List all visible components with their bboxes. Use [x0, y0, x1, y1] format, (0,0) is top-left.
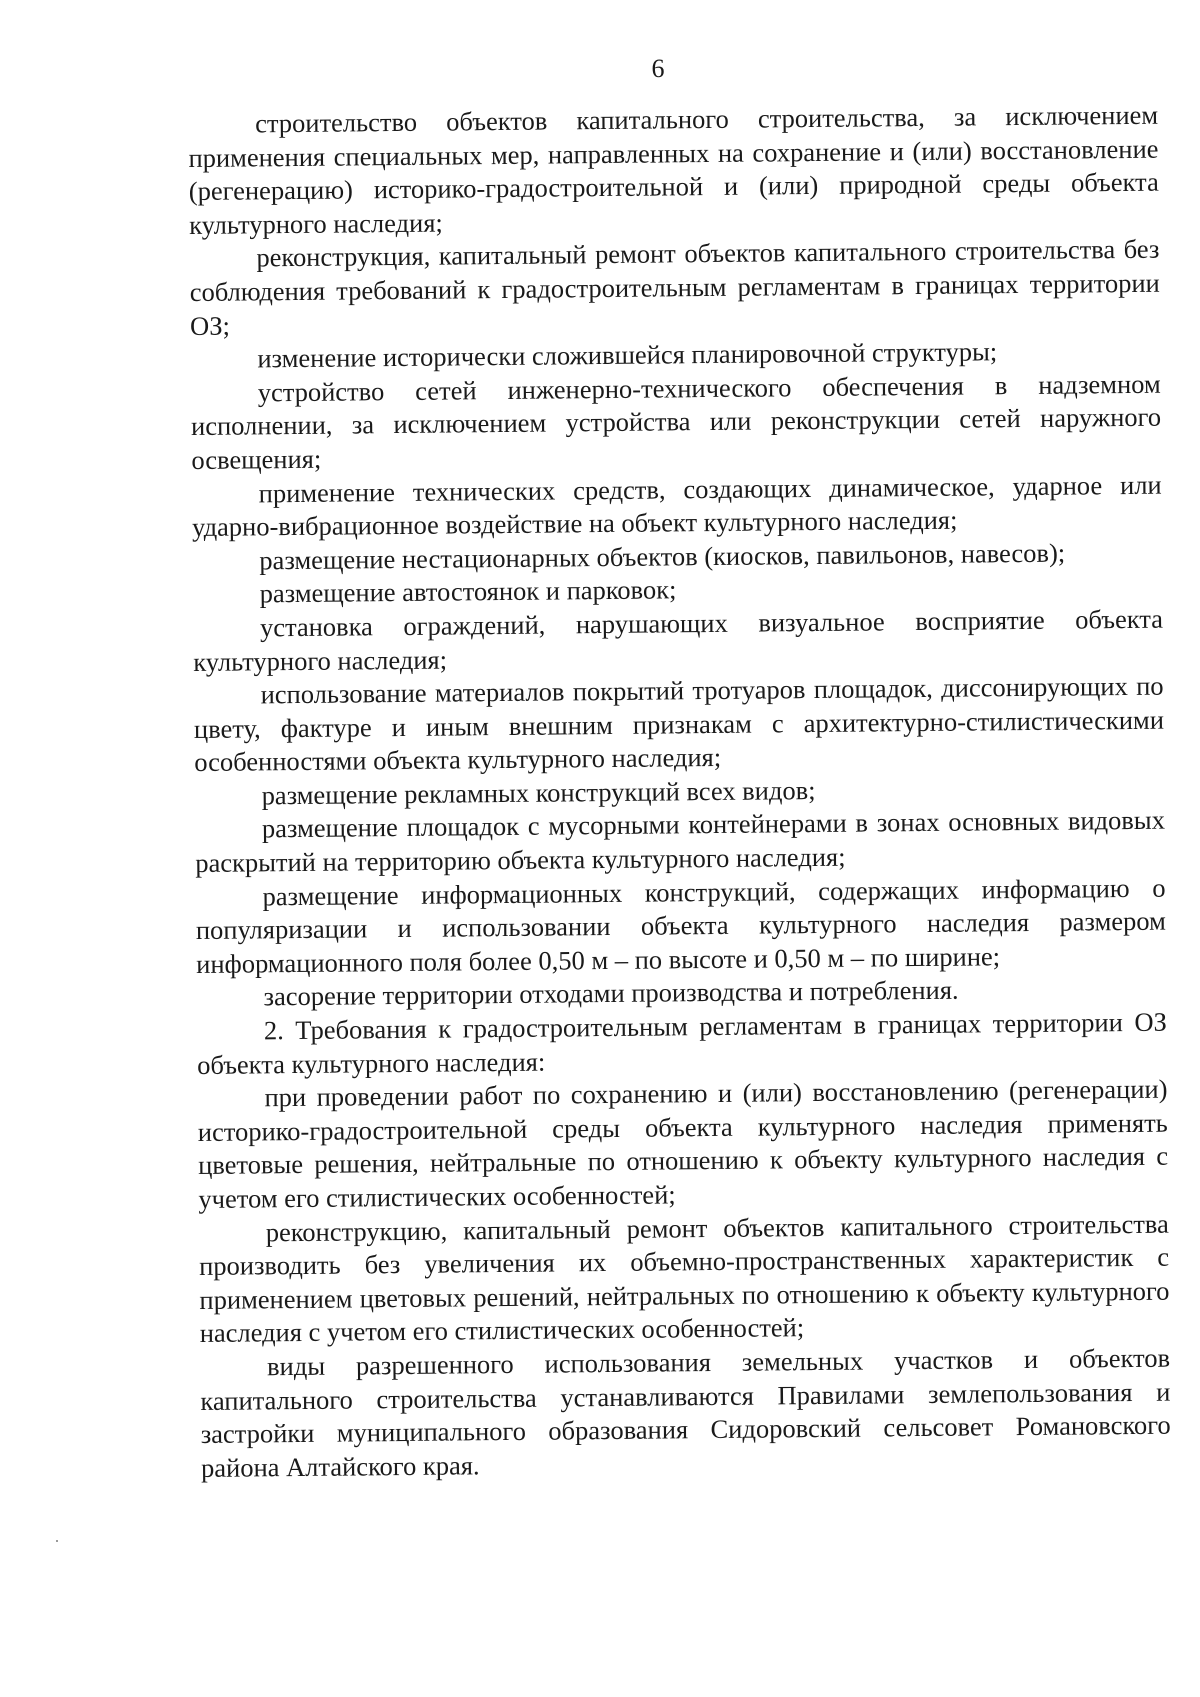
section-heading-paragraph: 2. Требования к градостроительным регламентам в границах территории ОЗ объекта культурного наследия:	[197, 1006, 1167, 1080]
scan-speck	[56, 1540, 58, 1542]
paragraph: установка ограждений, нарушающих визуальное восприятие объекта культурного наследия;	[193, 603, 1164, 677]
paragraph: строительство объектов капитального строительства, за исключением применения специальных мер, направленных на сохранение и (или) восстановление (регенерацию) историко-градостроительной и (или) природной среды объекта культурного наследия;	[188, 99, 1159, 240]
paragraph: использование материалов покрытий тротуаров площадок, диссонирующих по цвету, фактуре и иным внешним признакам с архитектурно-стилистическими особенностями объекта культурного наследия;	[193, 670, 1165, 778]
paragraph: применение технических средств, создающих динамическое, ударное или ударно-вибрационное воздействие на объект культурного наследия;	[191, 469, 1162, 543]
paragraph: размещение площадок с мусорными контейнерами в зонах основных видовых раскрытий на территорию объекта культурного наследия;	[195, 805, 1166, 879]
paragraph: виды разрешенного использования земельных участков и объектов капитального строительства устанавливаются Правилами землепользования и застройки муниципального образования Сидоровский сельсовет Романовского района Алтайского края.	[200, 1342, 1171, 1483]
paragraph: размещение информационных конструкций, содержащих информацию о популяризации и использовании объекта культурного наследия размером информационного поля более 0,50 м – по высоте и 0,50 м – по ширине;	[195, 872, 1166, 979]
paragraph: изменение исторически сложившейся планировочной структуры;	[257, 336, 998, 374]
paragraph: размещение нестационарных объектов (киосков, павильонов, навесов);	[259, 537, 1066, 576]
paragraph: размещение рекламных конструкций всех видов;	[261, 774, 816, 811]
paragraph: засорение территории отходами производства и потребления.	[263, 975, 959, 1012]
page-number: 6	[651, 54, 665, 83]
paragraph: размещение автостоянок и парковок;	[259, 574, 677, 609]
paragraph: реконструкцию, капитальный ремонт объектов капитального строительства производить без увеличения их объемно-пространственных характеристик с применением цветовых решений, нейтральных по отношению к объекту культурного наследия с учетом его стилистических особенностей;	[198, 1208, 1170, 1349]
document-body	[188, 99, 1171, 1486]
paragraph: при проведении работ по сохранению и (или) восстановлению (регенерации) историко-градостроительной среды объекта культурного наследия применять цветовые решения, нейтральные по отношению к объекту культурного наследия с учетом его стилистических особенностей;	[197, 1073, 1169, 1214]
paragraph: реконструкция, капитальный ремонт объектов капитального строительства без соблюдения требований к градостроительным регламентам в границах территории ОЗ;	[189, 234, 1160, 341]
paragraph: устройство сетей инженерно-технического обеспечения в надземном исполнении, за исключением устройства или реконструкции сетей наружного освещения;	[190, 368, 1162, 475]
